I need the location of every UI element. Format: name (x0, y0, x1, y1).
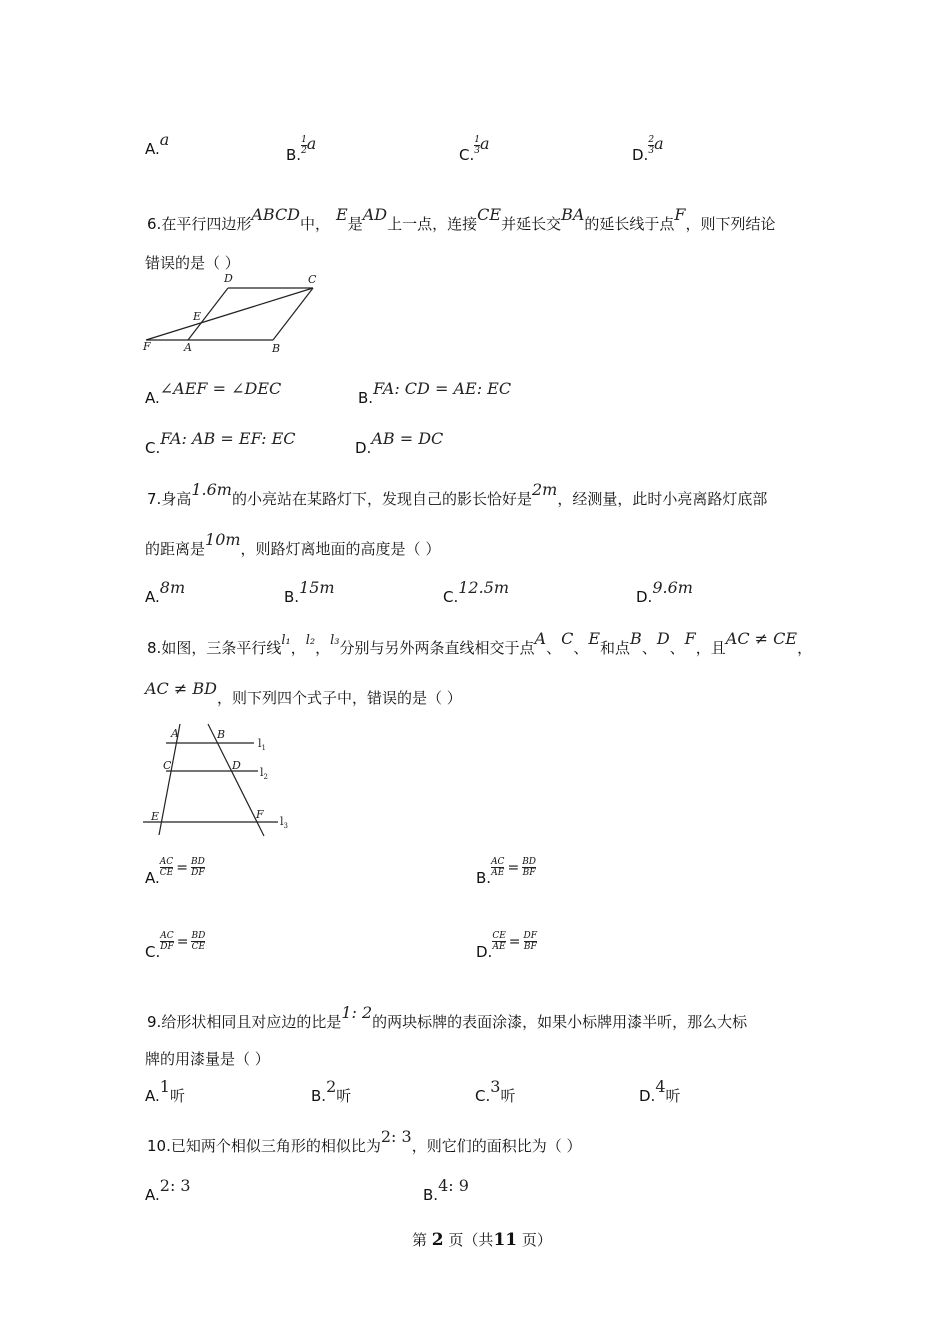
label-l1: $l_1$ (258, 737, 266, 752)
label-f: F (143, 340, 151, 353)
q7-stem-line1: 7.身高1.6m的小亮站在某路灯下，发现自己的影长恰好是2m，经测量，此时小亮离路灯底部 (147, 480, 768, 508)
q10-option-a: A.2: 3 (145, 1176, 191, 1204)
q5-option-d: D. $\frac{2}{3}$ a (632, 134, 664, 164)
q6-option-b: B.FA: CD = AE: EC (358, 379, 512, 407)
q8-parallel-lines-figure (140, 718, 300, 843)
q8-option-b: B. $\frac{AC}{AE}$ = $\frac{BD}{BF}$ (476, 857, 537, 887)
q5-option-b: B. $\frac{1}{2}$ a (286, 134, 317, 164)
q10-stem: 10.已知两个相似三角形的相似比为2: 3，则它们的面积比为（ ） (147, 1127, 582, 1155)
label-b: B (272, 342, 281, 355)
q8-option-c: C. $\frac{AC}{DF}$ = $\frac{BD}{CE}$ (145, 931, 206, 961)
label-a: A (184, 341, 192, 354)
q6-stem-line1: 6.在平行四边形ABCD中， E是AD上一点，连接CE并延长交BA的延长线于点F，则下列结论 (147, 205, 776, 233)
q7-stem-line2: 的距离是10m，则路灯离地面的高度是（ ） (145, 530, 441, 558)
q8-option-a: A. $\frac{AC}{CE}$ = $\frac{BD}{DF}$ (145, 857, 205, 887)
q5-option-c: C. $\frac{1}{3}$ a (459, 134, 490, 164)
q8-stem-line1: 8.如图，三条平行线l₁，l₂，l₃分别与另外两条直线相交于点A、C、E和点B、D、F，且AC ≠ CE， (147, 629, 813, 657)
q6-option-d: D.AB = DC (355, 429, 444, 457)
label-e: E (151, 810, 160, 823)
q10-option-b: B.4: 9 (423, 1176, 469, 1204)
q6-option-c: C.FA: AB = EF: EC (145, 429, 296, 457)
q7-option-d: D.9.6m (636, 578, 693, 606)
q5-option-a: A.a (145, 130, 170, 158)
page-footer: 第 2 页（共11 页） (412, 1230, 552, 1250)
q9-option-b: B.2听 (311, 1077, 352, 1105)
q6-stem-line2: 错误的是（ ） (145, 254, 240, 272)
fraction: $\frac{2}{3}$ (648, 134, 655, 156)
label-c: C (308, 273, 317, 286)
q9-stem-line2: 牌的用漆量是（ ） (145, 1050, 270, 1068)
label-d: D (224, 272, 233, 285)
page-total: 11 (493, 1230, 518, 1250)
label-f: F (256, 808, 264, 821)
q9-option-c: C.3听 (475, 1077, 516, 1105)
fraction: $\frac{1}{3}$ (474, 134, 480, 156)
q7-option-a: A.8m (145, 578, 186, 606)
label-e: E (193, 310, 202, 323)
q7-option-b: B.15m (284, 578, 335, 606)
q7-option-c: C.12.5m (443, 578, 510, 606)
q8-stem-line2: AC ≠ BD，则下列四个式子中，错误的是（ ） (145, 679, 462, 707)
label-l3: $l_3$ (280, 815, 288, 830)
label-c: C (163, 759, 172, 772)
q9-option-d: D.4听 (639, 1077, 681, 1105)
q8-option-d: D. $\frac{CE}{AE}$ = $\frac{DF}{BF}$ (476, 931, 537, 961)
q6-parallelogram-figure (140, 270, 330, 360)
fraction: $\frac{1}{2}$ (301, 134, 307, 156)
page-number: 2 (431, 1230, 444, 1250)
label-l2: $l_2$ (260, 766, 268, 781)
label-b: B (217, 728, 226, 741)
q6-option-a: A.∠AEF = ∠DEC (145, 379, 282, 407)
label-a: A (171, 727, 179, 740)
q9-stem-line1: 9.给形状相同且对应边的比是1: 2的两块标牌的表面涂漆，如果小标牌用漆半听，那么大标 (147, 1003, 748, 1031)
q9-option-a: A.1听 (145, 1077, 185, 1105)
label-d: D (232, 759, 241, 772)
